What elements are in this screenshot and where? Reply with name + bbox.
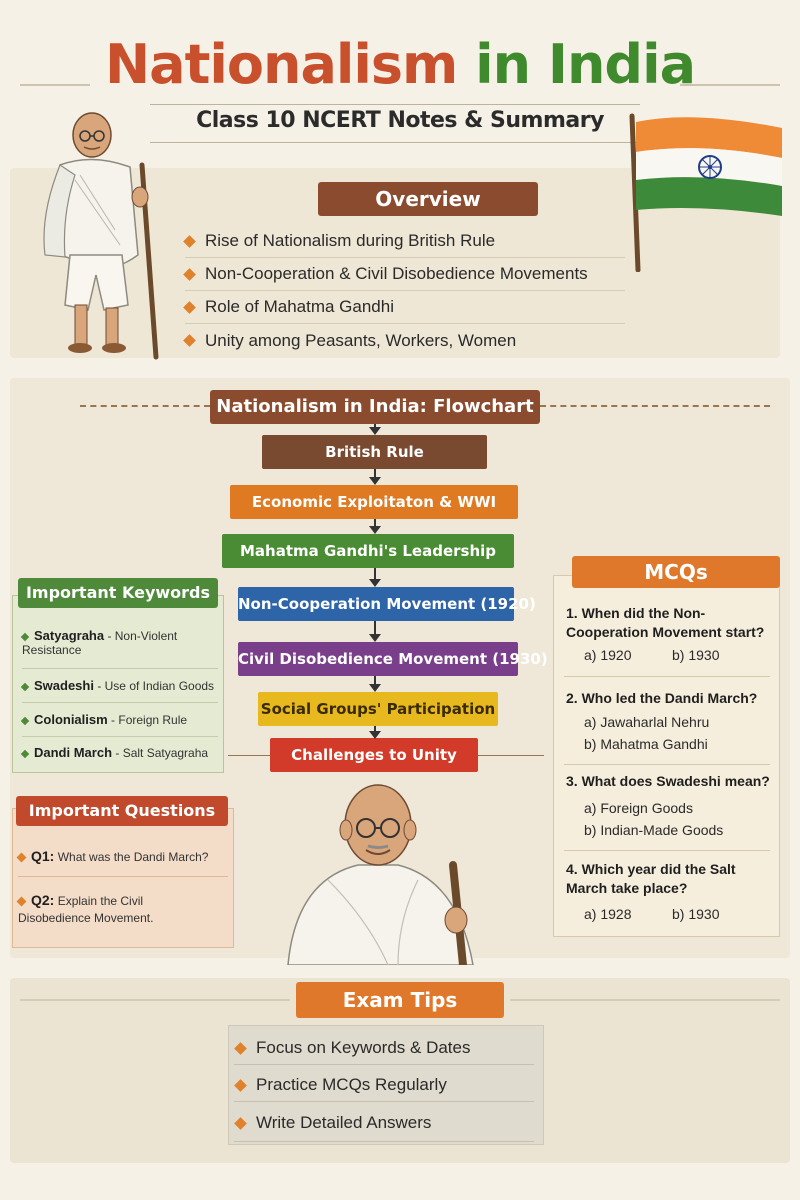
flow-step-challenges: Challenges to Unity [270,738,478,772]
flow-step-non-cooperation: Non-Cooperation Movement (1920) [238,587,514,621]
question-divider [18,876,228,877]
mcq-question: 1. When did the Non-Cooperation Movement start? [566,605,765,640]
mcq-option: b) 1930 [672,647,720,663]
mcq-option: b) Mahatma Gandhi [584,736,708,752]
mcq-question: 4. Which year did the Salt March take place? [566,861,736,896]
overview-item: Non-Cooperation & Civil Disobedience Movements [185,258,625,291]
flow-arrow-head [369,579,381,587]
exam-tip-item: Write Detailed Answers [236,1113,536,1133]
mcq-heading: MCQs [572,556,780,588]
flow-arrow [374,676,376,684]
keywords-heading: Important Keywords [18,578,218,608]
bullet-icon [21,683,29,691]
flowchart-heading: Nationalism in India: Flowchart [210,390,540,424]
overview-heading: Overview [318,182,538,216]
title-part-2: in India [475,33,696,96]
keyword-item: Satyagraha - Non-Violent Resistance [22,628,178,657]
flow-arrow-head [369,731,381,739]
tip-divider [234,1064,534,1065]
mcq-question: 2. Who led the Dandi March? [566,690,758,706]
mcq-question: 3. What does Swadeshi mean? [566,773,770,789]
flow-arrow [374,568,376,579]
bullet-icon [21,633,29,641]
exam-tips-heading: Exam Tips [296,982,504,1018]
bullet-icon [17,897,27,907]
bullet-icon [183,268,196,281]
exam-tip-item: Focus on Keywords & Dates [236,1038,536,1058]
keyword-divider [22,668,218,669]
mcq-option: b) Indian-Made Goods [584,822,724,838]
question-item: Q2: Explain the Civil Disobedience Movement. [18,892,154,925]
mcq-option: b) 1930 [672,906,720,922]
bullet-icon [183,235,196,248]
tip-divider [234,1101,534,1102]
mcq-divider [564,850,770,851]
flow-step-economic-exploitation: Economic Exploitaton & WWI [230,485,518,519]
overview-list [185,225,625,357]
flow-arrow-head [369,427,381,435]
overview-item: Role of Mahatma Gandhi [185,291,625,324]
bullet-icon [21,750,29,758]
bullet-icon [234,1042,247,1055]
bullet-icon [21,717,29,725]
flow-arrow-head [369,477,381,485]
bullet-icon [183,301,196,314]
gandhi-portrait-illustration [268,770,488,965]
keyword-item: Colonialism - Foreign Rule [22,712,218,727]
mcq-option: a) 1928 [584,906,632,922]
tips-dash-right [510,999,780,1001]
keyword-item: Swadeshi - Use of Indian Goods [22,678,218,693]
flow-step-social-groups: Social Groups' Participation [258,692,498,726]
bullet-icon [183,334,196,347]
keyword-divider [22,736,218,737]
mcq-option: a) Foreign Goods [584,800,693,816]
questions-panel [12,808,234,948]
flow-dash-right [540,405,770,407]
page-title [0,30,800,100]
flow-step-gandhi-leadership: Mahatma Gandhi's Leadership [222,534,514,568]
exam-tip-item: Practice MCQs Regularly [236,1075,536,1095]
bullet-icon [234,1117,247,1130]
flow-step-civil-disobedience: Civil Disobedience Movement (1930) [238,642,518,676]
flow-arrow-head [369,684,381,692]
subtitle-rule [150,142,640,143]
flow-arrow-head [369,634,381,642]
subtitle-rule-left [150,104,640,105]
flow-arrow-head [369,526,381,534]
flow-dash-left [80,405,210,407]
indian-flag-icon [622,112,792,272]
flow-step-british-rule: British Rule [262,435,487,469]
flow-arrow [374,621,376,634]
mcq-option: a) Jawaharlal Nehru [584,714,710,730]
gandhi-standing-illustration [20,105,160,360]
bullet-icon [17,853,27,863]
keyword-divider [22,702,218,703]
question-item: Q1: What was the Dandi March? [18,848,228,866]
title-part-1: Nationalism [104,33,458,96]
overview-item: Unity among Peasants, Workers, Women [185,324,625,357]
mcq-divider [564,676,770,677]
mcq-option: a) 1920 [584,647,632,663]
overview-item: Rise of Nationalism during British Rule [185,225,625,258]
tip-divider [234,1141,534,1142]
questions-heading: Important Questions [16,796,228,826]
bullet-icon [234,1079,247,1092]
page-subtitle: Class 10 NCERT Notes & Summary [196,108,604,133]
mcq-divider [564,764,770,765]
keyword-item: Dandi March - Salt Satyagraha [22,745,218,760]
tips-dash-left [20,999,290,1001]
